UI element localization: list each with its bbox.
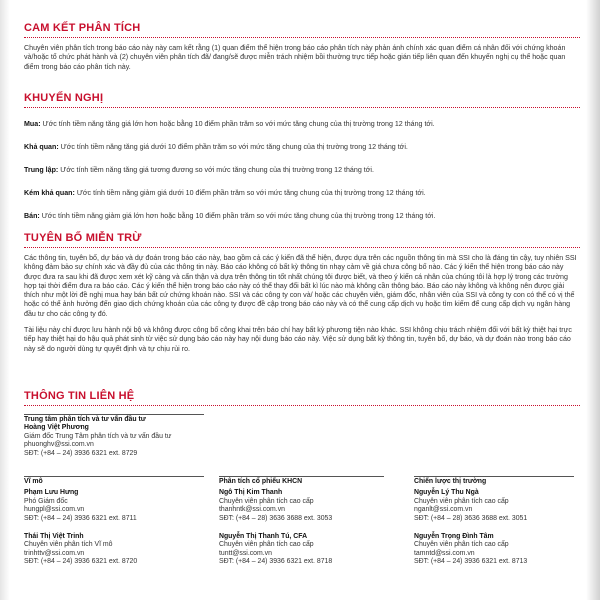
contact-email[interactable]: nganlt@ssi.com.vn <box>414 506 473 514</box>
contact-name: Nguyễn Trọng Đình Tâm <box>414 533 494 541</box>
contact-email[interactable]: tamntd@ssi.com.vn <box>414 549 475 557</box>
recommendation-row <box>24 189 580 198</box>
contact-phone: SĐT: (+84 – 24) 3936 6321 ext. 8713 <box>414 558 528 566</box>
contact-card <box>414 489 580 523</box>
divider <box>414 476 574 477</box>
contact-phone: SĐT: (+84 – 24) 3936 6321 ext. 8720 <box>24 558 138 566</box>
contact-title: THÔNG TIN LIÊN HỆ <box>24 390 580 406</box>
contact-phone: SĐT: (+84 – 24) 3936 6321 ext. 8729 <box>24 449 138 457</box>
contact-phone: SĐT: (+84 – 28) 3636 3688 ext. 3053 <box>219 514 333 522</box>
contact-card <box>24 489 204 523</box>
recommendation-text: Ước tính tiềm năng tăng giá tương đương so với mức tăng chung của thị trường trong 12 tháng tới. <box>60 166 374 174</box>
contact-name: Nguyễn Lý Thu Ngà <box>414 489 479 497</box>
contact-role: Chuyên viên phân tích cao cấp <box>414 541 509 549</box>
contact-column-macro <box>24 478 204 567</box>
recommendation-row <box>24 120 580 129</box>
contact-column-equity <box>219 478 399 567</box>
recommendation-row <box>24 212 580 221</box>
analyst-certification-body: Chuyên viên phân tích trong báo cáo này này cam kết rằng (1) quan điểm thể hiện trong báo cáo phân tích này phản ánh chính xác quan điểm cá nhân đối với chứng khoán và/hoặc tổ chức phát hành và (2) chuyên viên phân tích đã/ đang/sẽ được miễn trách nhiệm bồi thường trực tiếp hoặc gián tiếp liên quan đến khuyến nghị cụ thể hoặc quan điểm trong báo cáo phân tích này. <box>24 44 566 71</box>
contact-name: Ngô Thị Kim Thanh <box>219 489 283 497</box>
page-edge-shadow-right <box>586 0 600 600</box>
contact-email[interactable]: tuntt@ssi.com.vn <box>219 549 272 557</box>
contact-card <box>219 533 399 567</box>
divider <box>219 476 384 477</box>
contact-phone: SĐT: (+84 – 28) 3636 3688 ext. 3051 <box>414 514 528 522</box>
recommendation-label: Trung lập: <box>24 166 59 174</box>
recommendation-label: Mua: <box>24 120 41 128</box>
contact-name: Thái Thị Việt Trinh <box>24 533 84 541</box>
contact-name: Phạm Lưu Hưng <box>24 489 79 497</box>
divider <box>24 476 204 477</box>
department-label: Phân tích cổ phiếu KHCN <box>219 478 303 485</box>
contact-email[interactable]: phuonghv@ssi.com.vn <box>24 441 94 449</box>
contact-role: Phó Giám đốc <box>24 497 68 505</box>
contact-role: Chuyên viên phân tích cao cấp <box>219 497 314 505</box>
contact-name: Nguyễn Thị Thanh Tú, CFA <box>219 533 308 541</box>
recommendation-row <box>24 143 580 152</box>
recommendation-text: Ước tính tiềm năng giảm giá dưới 10 điểm phần trăm so với mức tăng chung của thị trường trong 12 tháng tới. <box>76 189 426 197</box>
contact-email[interactable]: trinhttv@ssi.com.vn <box>24 549 85 557</box>
department-label: Trung tâm phân tích và tư vấn đầu tư <box>24 416 146 423</box>
recommendation-text: Ước tính tiềm năng giảm giá lớn hơn hoặc bằng 10 điểm phần trăm so với mức tăng chung của thị trường trong 12 tháng tới. <box>41 212 436 220</box>
department-label: Chiến lược thị trường <box>414 478 487 485</box>
contact-column-strategy <box>414 478 580 567</box>
contact-section <box>24 390 580 600</box>
recommendation-row <box>24 166 580 175</box>
disclaimer-paragraph-1: Các thông tin, tuyên bố, dự báo và dự đoán trong báo cáo này, bao gồm cả các ý kiến đã thể hiện, được dựa trên các nguồn thông tin mà SSI cho là đáng tin cậy, tuy nhiên SSI không đảm bảo sự chính xác và đầy đủ của các thông tin này. Báo cáo không có bất kỳ thông tin nhạy cảm về giá chưa công bố nào. Các ý kiến thể hiện trong báo cáo này được đưa ra sau khi đã được xem xét kỹ càng và cẩn thận và dựa trên thông tin tốt nhất chúng tôi được biết, và theo ý kiến cá nhân của chúng tôi là hợp lý trong các trường hợp tại thời điểm đưa ra báo cáo. Các ý kiến thể hiện trong báo cáo này có thể thay đổi bất kì lúc nào mà không cần thông báo. Báo cáo này không và không nên được giải thích như một lời đề nghị mua hay bán bất cứ chứng khoán nào. SSI và các công ty con và/ hoặc các chuyên viên, giám đốc, nhân viên của SSI và công ty con có thể có vị thế hoặc có thể ảnh hưởng đến giao dịch chứng khoán của các công ty được đề cập trong báo cáo này và có thể cung cấp dịch vụ hoặc tìm kiếm để cung cấp dịch vụ ngân hàng đầu tư cho các công ty đó. <box>24 254 577 318</box>
contact-role: Chuyên viên phân tích Vĩ mô <box>24 541 113 549</box>
contact-role: Chuyên viên phân tích cao cấp <box>219 541 314 549</box>
recommendation-text: Ước tính tiềm năng tăng giá lớn hơn hoặc bằng 10 điểm phần trăm so với mức tăng chung của thị trường trong 12 tháng tới. <box>42 120 435 128</box>
recommendation-label: Kém khả quan: <box>24 189 75 197</box>
contact-email[interactable]: thanhntk@ssi.com.vn <box>219 506 285 514</box>
department-label: Vĩ mô <box>24 478 43 485</box>
recommendations-title: KHUYẾN NGHỊ <box>24 92 580 108</box>
recommendation-text: Ước tính tiềm năng tăng giá dưới 10 điểm phần trăm so với mức tăng chung của thị trường trong 12 tháng tới. <box>60 143 408 151</box>
divider <box>24 414 204 415</box>
analyst-certification-title: CAM KẾT PHÂN TÍCH <box>24 22 580 38</box>
disclaimer-title: TUYÊN BỐ MIỄN TRỪ <box>24 232 580 248</box>
page-edge-shadow-left <box>0 0 10 600</box>
recommendation-label: Khả quan: <box>24 143 59 151</box>
contact-phone: SĐT: (+84 – 24) 3936 6321 ext. 8711 <box>24 514 137 522</box>
contact-name: Hoàng Việt Phương <box>24 424 89 432</box>
contact-card <box>24 533 204 567</box>
contact-phone: SĐT: (+84 – 24) 3936 6321 ext. 8718 <box>219 558 333 566</box>
disclaimer-paragraph-2: Tài liệu này chỉ được lưu hành nội bộ và không được công bố công khai trên báo chí hay bất kỳ phương tiện nào khác. SSI không chịu trách nhiệm đối với bất kỳ thiệt hại trực tiếp hay thiệt hại do hậu quả phát sinh từ việc sử dụng báo cáo này hay nội dung báo cáo này. Việc sử dụng bất kỳ thông tin, tuyên bố, dự báo, và dự đoán nào trong báo cáo này sẽ do người dùng tự quyết định và tự chịu rủi ro. <box>24 326 572 353</box>
recommendations-section <box>24 92 580 232</box>
contact-role: Giám đốc Trung Tâm phân tích và tư vấn đầu tư <box>24 432 172 440</box>
analyst-certification-section <box>24 22 580 72</box>
recommendation-label: Bán: <box>24 212 40 220</box>
contact-card <box>24 416 284 458</box>
contact-email[interactable]: hungpl@ssi.com.vn <box>24 506 85 514</box>
contact-card <box>219 489 399 523</box>
contact-card <box>414 533 580 567</box>
contact-role: Chuyên viên phân tích cao cấp <box>414 497 509 505</box>
disclaimer-section <box>24 232 580 354</box>
